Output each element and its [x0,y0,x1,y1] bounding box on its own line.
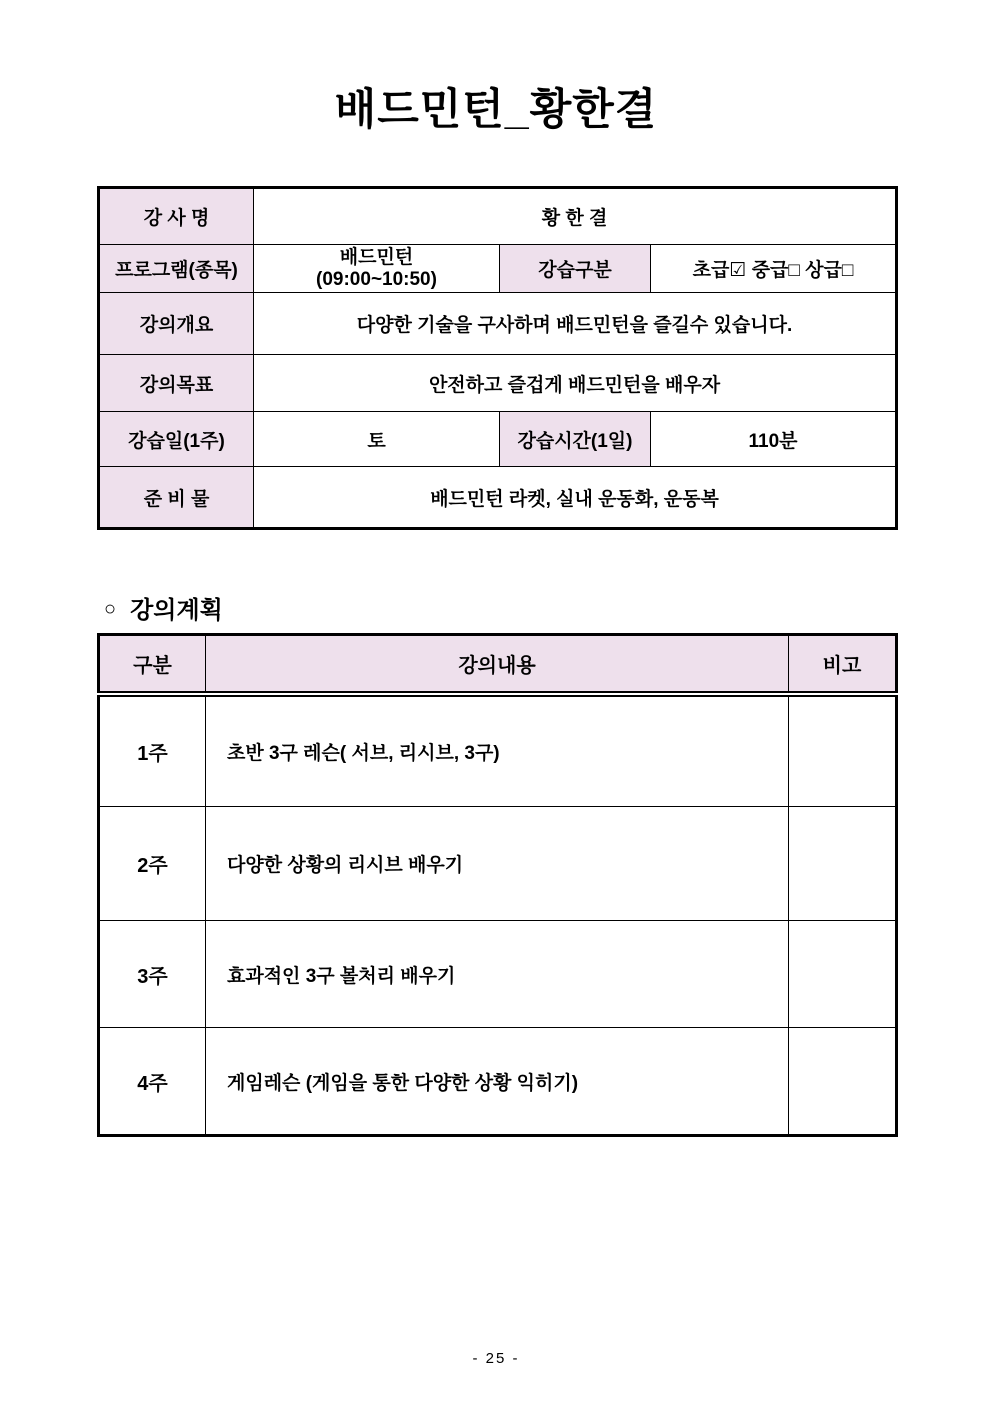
week-content: 다양한 상황의 리시브 배우기 [206,807,789,921]
overview-value: 다양한 기술을 구사하며 배드민턴을 즐길수 있습니다. [254,293,897,355]
course-info-table [97,186,898,530]
table-row [99,355,897,412]
plan-heading-text: 강의계획 [130,597,223,624]
column-header-note: 비고 [789,635,897,694]
plan-row-week2 [99,807,897,921]
supplies-label: 준 비 물 [99,467,254,529]
plan-section-heading [104,590,223,625]
table-row [99,467,897,529]
plan-table-wrapper [97,633,898,1137]
week-content: 게임레슨 (게임을 통한 다양한 상황 익히기) [206,1028,789,1136]
program-label: 프로그램(종목) [99,245,254,293]
goal-value: 안전하고 즐겁게 배드민턴을 배우자 [254,355,897,412]
day-label: 강습일(1주) [99,412,254,467]
level-checkboxes: 초급☑ 중급□ 상급□ [651,245,897,293]
week-note [789,921,897,1028]
program-time: (09:00~10:50) [316,268,437,290]
column-header-week: 구분 [99,635,206,694]
goal-label: 강의목표 [99,355,254,412]
table-row [99,245,897,293]
table-row [99,293,897,355]
instructor-value: 황 한 결 [254,188,897,245]
week-label: 1주 [99,694,206,807]
week-content: 효과적인 3구 볼처리 배우기 [206,921,789,1028]
course-info-table-wrapper [97,186,898,530]
page-number: - 25 - [472,1350,520,1367]
duration-label: 강습시간(1일) [500,412,651,467]
week-label: 2주 [99,807,206,921]
instructor-label: 강 사 명 [99,188,254,245]
duration-value: 110분 [651,412,897,467]
supplies-value: 배드민턴 라켓, 실내 운동화, 운동복 [254,467,897,529]
overview-label: 강의개요 [99,293,254,355]
plan-row-week3 [99,921,897,1028]
page-title: 배드민턴_황한결 [334,86,658,134]
plan-header-row [99,635,897,694]
week-label: 4주 [99,1028,206,1136]
plan-table [97,633,898,1137]
plan-row-week4 [99,1028,897,1136]
program-value [254,245,500,293]
program-name: 배드민턴 [339,246,414,268]
table-row [99,412,897,467]
circle-bullet-icon: ○ [104,597,117,620]
week-note [789,1028,897,1136]
week-note [789,807,897,921]
plan-row-week1 [99,694,897,807]
column-header-content: 강의내용 [206,635,789,694]
week-label: 3주 [99,921,206,1028]
level-label: 강습구분 [500,245,651,293]
table-row [99,188,897,245]
week-content: 초반 3구 레슨( 서브, 리시브, 3구) [206,694,789,807]
day-value: 토 [254,412,500,467]
week-note [789,694,897,807]
